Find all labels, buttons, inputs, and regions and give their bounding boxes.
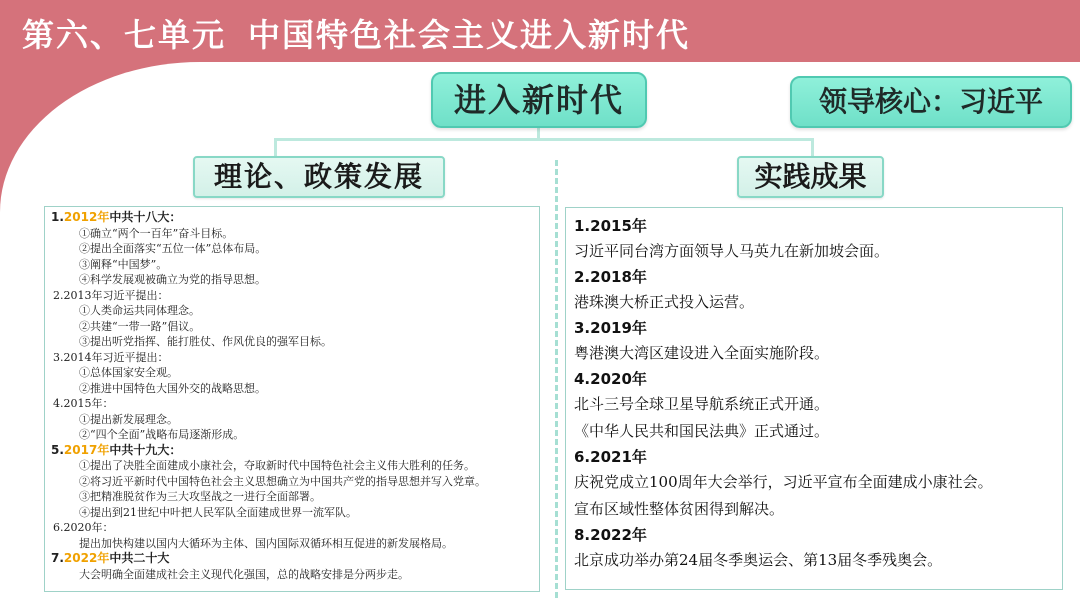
section-title-left: 理论、政策发展: [193, 156, 445, 198]
list-heading: 4.2020年: [574, 370, 647, 388]
list-item: ①确立“两个一百年”奋斗目标。: [79, 226, 234, 240]
list-item: 宣布区域性整体贫困得到解决。: [574, 500, 785, 518]
list-item: 港珠澳大桥正式投入运营。: [574, 293, 755, 311]
header-main: 进入新时代: [431, 72, 647, 128]
list-item: ③阐释“中国梦”。: [79, 257, 168, 271]
divider-dashed: [555, 160, 558, 598]
list-item: ③把精准脱贫作为三大攻坚战之一进行全面部署。: [79, 490, 321, 503]
achievements-list: [565, 207, 1063, 590]
list-heading: 6.2020年：: [53, 521, 114, 534]
connector-top: [274, 138, 814, 141]
theory-list: [44, 206, 540, 592]
list-heading: 6.2021年: [574, 448, 647, 466]
list-heading: 5.2017年中共十九大：: [51, 442, 182, 457]
list-heading: 8.2022年: [574, 526, 647, 544]
list-item: ③提出听党指挥、能打胜仗、作风优良的强军目标。: [79, 335, 332, 348]
list-item: ①提出了决胜全面建成小康社会，夺取新时代中国特色社会主义伟大胜利的任务。: [79, 459, 475, 472]
list-heading: 1.2015年: [574, 217, 647, 235]
list-item: ④科学发展观被确立为党的指导思想。: [79, 273, 266, 286]
title-unit: 第六、七单元: [22, 16, 227, 54]
list-heading: 4.2015年：: [53, 397, 114, 410]
list-item: ②将习近平新时代中国特色社会主义思想确立为中国共产党的指导思想并写入党章。: [79, 474, 486, 488]
list-heading: 1.2012年中共十八大：: [51, 210, 182, 224]
list-item: ①提出新发展理念。: [79, 412, 178, 426]
title-topic: 中国特色社会主义进入新时代: [248, 16, 691, 54]
list-heading: 2.2013年习近平提出：: [53, 288, 169, 302]
list-heading: 3.2014年习近平提出：: [53, 350, 169, 364]
connector-left: [274, 138, 277, 158]
list-item: 《中华人民共和国民法典》正式通过。: [574, 422, 830, 440]
list-item: ④提出到21世纪中叶把人民军队全面建成世界一流军队。: [79, 505, 357, 519]
list-item: ②“四个全面”战略布局逐渐形成。: [79, 428, 245, 441]
list-item: ①总体国家安全观。: [79, 366, 178, 379]
section-title-right: 实践成果: [737, 156, 884, 198]
page-title: [22, 10, 690, 56]
list-item: ①人类命运共同体理念。: [79, 304, 200, 317]
header-leader: 领导核心：习近平: [790, 76, 1072, 128]
list-item: 北斗三号全球卫星导航系统正式开通。: [574, 395, 830, 413]
list-item: 提出加快构建以国内大循环为主体、国内国际双循环相互促进的新发展格局。: [79, 536, 453, 550]
list-item: 大会明确全面建成社会主义现代化强国，总的战略安排是分两步走。: [79, 567, 409, 581]
connector-center: [537, 126, 540, 140]
list-item: 粤港澳大湾区建设进入全面实施阶段。: [574, 344, 830, 362]
connector-right: [811, 138, 814, 158]
list-item: 庆祝党成立100周年大会举行，习近平宣布全面建成小康社会。: [574, 473, 993, 491]
list-item: ②推进中国特色大国外交的战略思想。: [79, 381, 266, 395]
list-heading: 7.2022年中共二十大: [51, 551, 170, 565]
list-item: 习近平同台湾方面领导人马英九在新加坡会面。: [574, 242, 890, 260]
list-heading: 3.2019年: [574, 319, 647, 337]
list-item: ②提出全面落实“五位一体”总体布局。: [79, 242, 267, 255]
list-heading: 2.2018年: [574, 268, 647, 286]
list-item: 北京成功举办第24届冬季奥运会、第13届冬季残奥会。: [574, 551, 943, 569]
list-item: ②共建“一带一路”倡议。: [79, 319, 201, 333]
